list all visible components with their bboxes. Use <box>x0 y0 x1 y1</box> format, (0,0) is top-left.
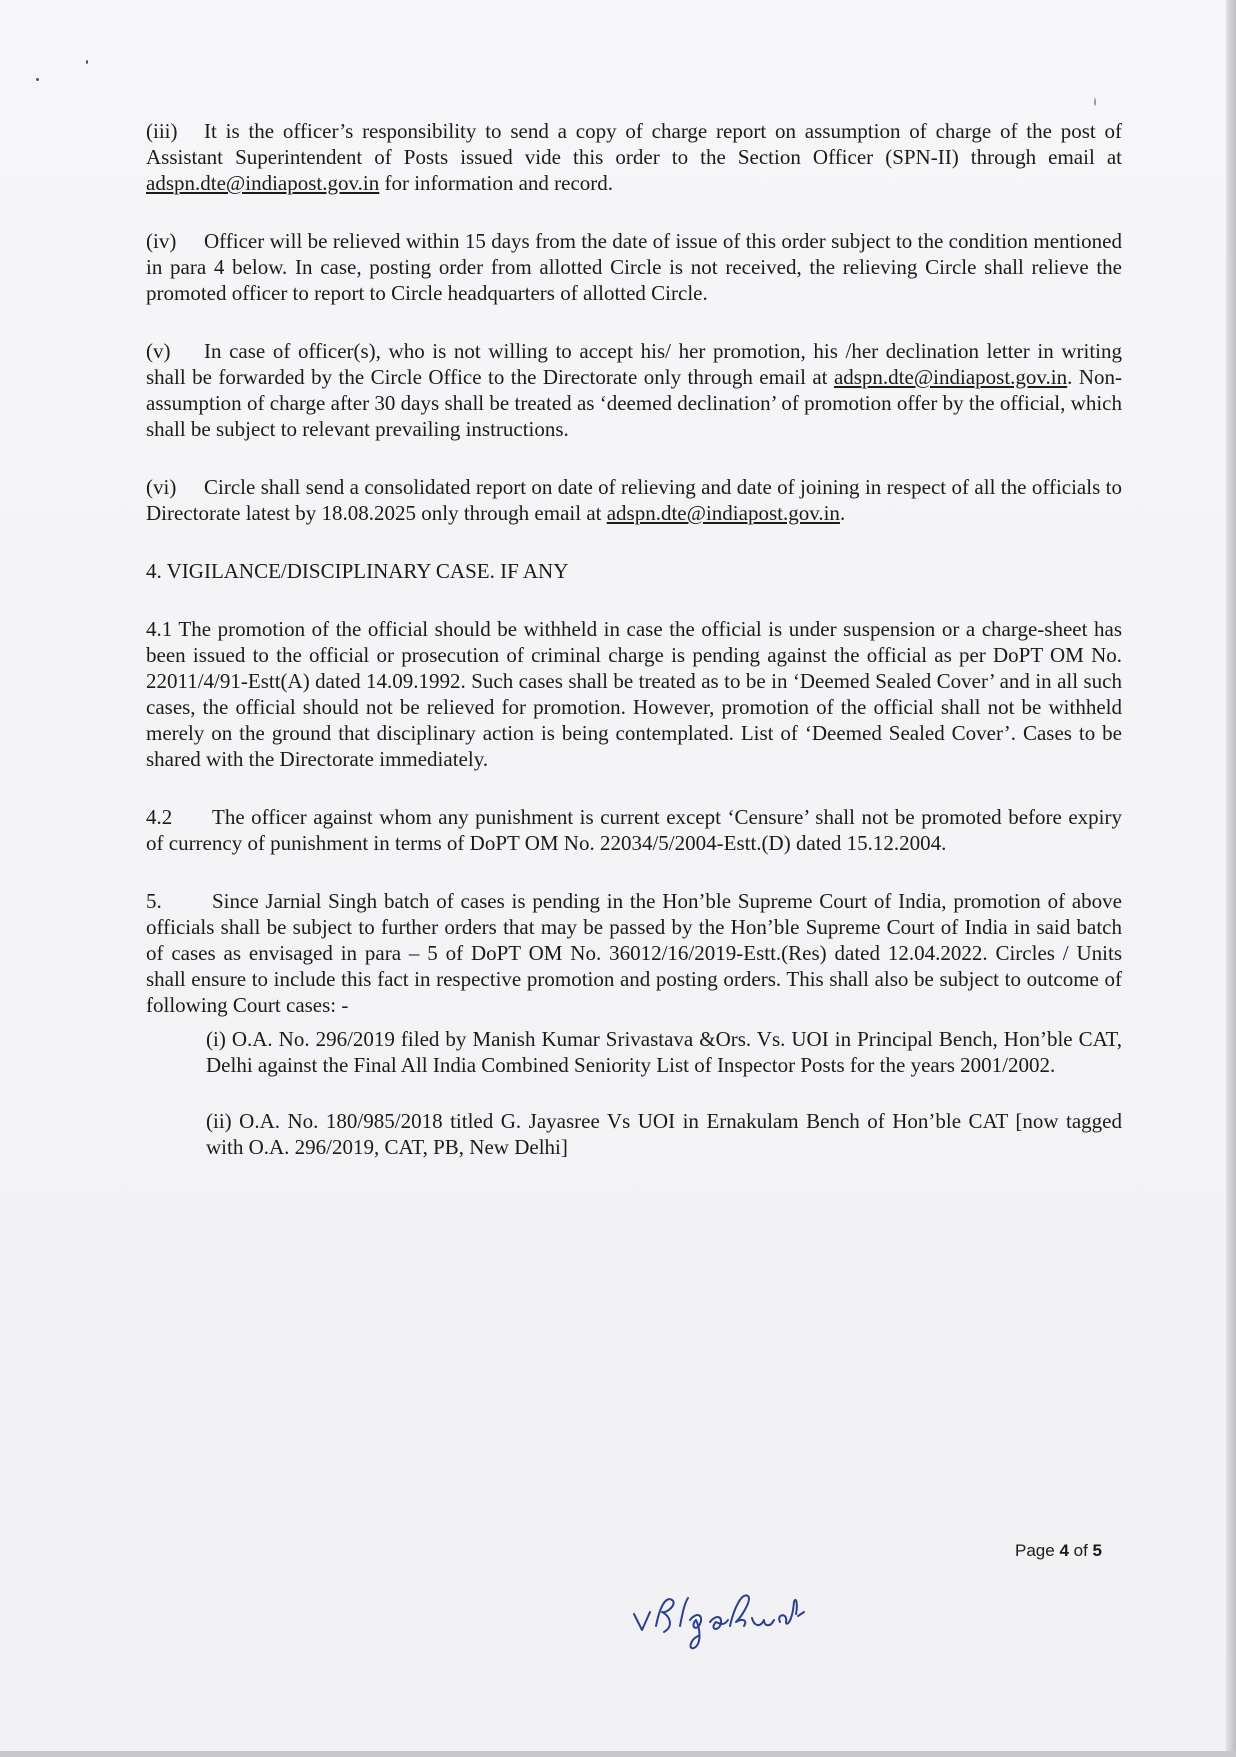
court-case-i: (i) O.A. No. 296/2019 filed by Manish Kumar Srivastava &Ors. Vs. UOI in Principal Bench, Hon’ble CAT, Delhi against the Final All India Combined Seniority List of Inspector Posts for the years 2001/2002. <box>206 1027 1122 1077</box>
scan-edge <box>0 1751 1236 1757</box>
paragraph-text: The officer against whom any punishment is current except ‘Censure’ shall not be promoted before expiry of currency of punishment in terms of DoPT OM No. 22034/5/2004-Estt.(D) dated 15.12.2004. <box>146 805 1122 855</box>
paragraph-label: (v) <box>146 339 171 363</box>
email-link[interactable]: adspn.dte@indiapost.gov.in <box>146 171 380 195</box>
paragraph-number: 4.2 <box>146 805 173 829</box>
paragraph-label: (iii) <box>146 119 178 143</box>
page-number-prefix: Page <box>1015 1541 1060 1560</box>
paragraph-4-1: 4.1 The promotion of the official should be withheld in case the official is under suspension or a charge-sheet has been issued to the official or prosecution of criminal charge is pending against the official as per DoPT OM No. 22011/4/91-Estt(A) dated 14.09.1992. Such cases shall be treated as to be in ‘Deemed Sealed Cover’ and in all such cases, the official should not be relieved for promotion. However, promotion of the official shall not be withheld merely on the ground that disciplinary action is being contemplated. List of ‘Deemed Sealed Cover’. Cases to be shared with the Directorate immediately. <box>146 617 1122 771</box>
email-link[interactable]: adspn.dte@indiapost.gov.in <box>833 365 1068 389</box>
scan-speck <box>1094 98 1096 106</box>
page-number-current: 4 <box>1059 1541 1069 1560</box>
court-case-ii: (ii) O.A. No. 180/985/2018 titled G. Jayasree Vs UOI in Ernakulam Bench of Hon’ble CAT [now tagged with O.A. 296/2019, CAT, PB, New Delhi] <box>206 1109 1122 1159</box>
scan-speck <box>36 78 39 81</box>
paragraph-text: Since Jarnial Singh batch of cases is pending in the Hon’ble Supreme Court of India, promotion of above officials shall be subject to further orders that may be passed by the Hon’ble Supreme Court of India in said batch of cases as envisaged in para – 5 of DoPT OM No. 36012/16/2019-Estt.(Res) dated 12.04.2022. Circles / Units shall ensure to include this fact in respective promotion and posting orders. This shall also be subject to outcome of following Court cases: - <box>146 889 1122 1017</box>
paragraph-text: for information and record. <box>379 171 614 195</box>
paragraph-text: . <box>839 501 846 525</box>
paragraph-iv <box>146 228 1122 306</box>
paragraph-text: Circle shall send a consolidated report on date of relieving and date of joining in respect of all the officials to Directorate latest by 18.08.2025 only through email at <box>146 475 1122 525</box>
handwritten-signature <box>630 1582 830 1652</box>
paragraph-text: In case of officer(s), who is not willing to accept his/ her promotion, his /her declination letter in writing shall be forwarded by the Circle Office to the Directorate only through email at <box>146 339 1122 389</box>
page-number-total: 5 <box>1092 1541 1102 1560</box>
paragraph-number: 5. <box>146 889 162 913</box>
paragraph-label: (vi) <box>146 475 177 499</box>
paragraph-v <box>146 338 1122 442</box>
scan-edge <box>1226 0 1236 1757</box>
paragraph-text: Officer will be relieved within 15 days from the date of issue of this order subject to the condition mentioned in para 4 below. In case, posting order from allotted Circle is not received, the relieving Circle shall relieve the promoted officer to report to Circle headquarters of allotted Circle. <box>146 229 1122 305</box>
document-body <box>146 118 1122 1160</box>
paragraph-vi <box>146 474 1122 526</box>
paragraph-4-2 <box>146 804 1122 856</box>
section-heading-4: 4. VIGILANCE/DISCIPLINARY CASE. IF ANY <box>146 559 569 583</box>
paragraph-text: It is the officer’s responsibility to send a copy of charge report on assumption of charge of the post of Assistant Superintendent of Posts issued vide this order to the Section Officer (SPN-II) through email at <box>146 119 1122 169</box>
email-link[interactable]: adspn.dte@indiapost.gov.in <box>606 501 840 525</box>
page-number <box>1015 1541 1102 1561</box>
scan-speck <box>86 60 88 64</box>
paragraph-label: (iv) <box>146 229 177 253</box>
page-number-middle: of <box>1068 1541 1093 1560</box>
paragraph-5 <box>146 888 1122 1018</box>
paragraph-text: . Non-assumption of charge after 30 days shall be treated as ‘deemed declination’ of promotion offer by the official, which shall be subject to relevant prevailing instructions. <box>146 365 1122 441</box>
paragraph-iii <box>146 118 1122 196</box>
